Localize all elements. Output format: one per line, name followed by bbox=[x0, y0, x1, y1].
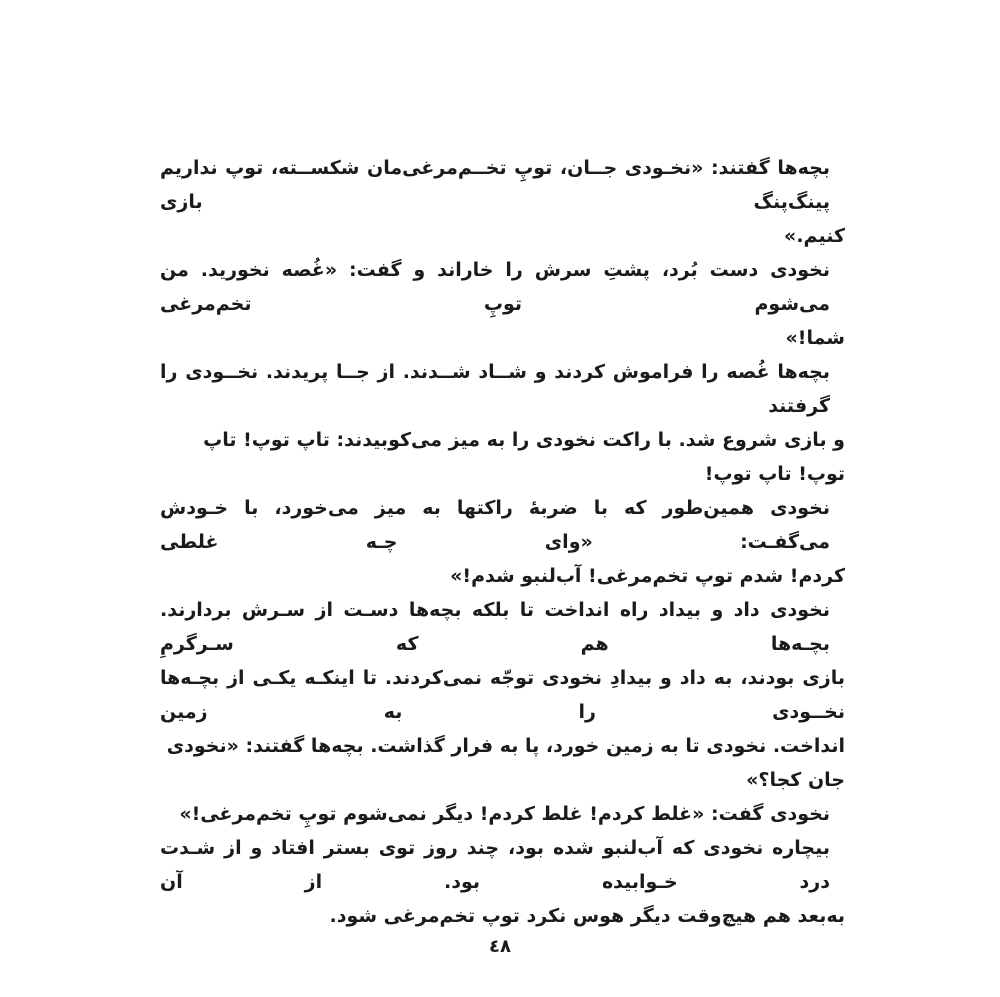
text-line: بچه‌ها گفتند: «نخـودی جــان، توپِ تخــم‌مرغی‌مان شکســته، توپ نداریم پینگ‌پنگ بازی bbox=[160, 157, 830, 213]
paragraph bbox=[160, 355, 845, 491]
text-line: انداخت. نخودی تا به زمین خورد، پا به فرار گذاشت. بچه‌ها گفتند: «نخودی جان کجا؟» bbox=[166, 735, 845, 791]
text-line: نخودی دست بُرد، پشتِ سرش را خاراند و گفت: «غُصه نخورید. من می‌شوم توپِ تخم‌مرغی bbox=[160, 259, 830, 315]
text-line: نخودی داد و بیداد راه انداخت تا بلکه بچه‌ها دسـت از سـرش بردارند. بچـه‌ها هم که سـرگرمِ bbox=[160, 599, 830, 655]
paragraph bbox=[160, 593, 845, 797]
text-line: بچه‌ها غُصه را فراموش کردند و شــاد شــدند. از جــا پریدند. نخــودی را گرفتند bbox=[160, 361, 830, 417]
text-line: و بازی شروع شد. با راکت نخودی را به میز می‌کوبیدند: تاپ توپ! تاپ توپ! تاپ توپ! bbox=[203, 429, 845, 485]
text-line: نخودی گفت: «غلط کردم! غلط کردم! دیگر نمی‌شوم توپِ تخم‌مرغی!» bbox=[179, 803, 830, 825]
text-line: نخودی همین‌طور که با ضربهٔ راکتها به میز می‌خورد، با خـودش می‌گفـت: «وای چـه غلطی bbox=[160, 497, 830, 553]
text-line: شما!» bbox=[785, 327, 845, 349]
paragraph bbox=[160, 831, 845, 933]
paragraph bbox=[160, 491, 845, 593]
text-line: به‌بعد هم هیچ‌وقت دیگر هوس نکرد توپ تخم‌مرغی شود. bbox=[329, 905, 845, 927]
paragraph bbox=[160, 253, 845, 355]
paragraph bbox=[160, 797, 845, 831]
page-number: ٤٨ bbox=[489, 936, 511, 957]
text-line: کنیم.» bbox=[784, 225, 845, 247]
paragraph bbox=[160, 151, 845, 253]
text-line: بازی بودند، به داد و بیدادِ نخودی توجّه نمی‌کردند. تا اینکـه یکـی از بچـه‌ها نخــودی را به زمین bbox=[160, 667, 845, 723]
text-line: بیچاره نخودی که آب‌لنبو شده بود، چند روز توی بستر افتاد و از شـدت درد خـوابیده بود. از آن bbox=[160, 837, 830, 893]
text-line: کردم! شدم توپ تخم‌مرغی! آب‌لنبو شدم!» bbox=[450, 565, 845, 587]
story-text-block bbox=[160, 151, 845, 933]
